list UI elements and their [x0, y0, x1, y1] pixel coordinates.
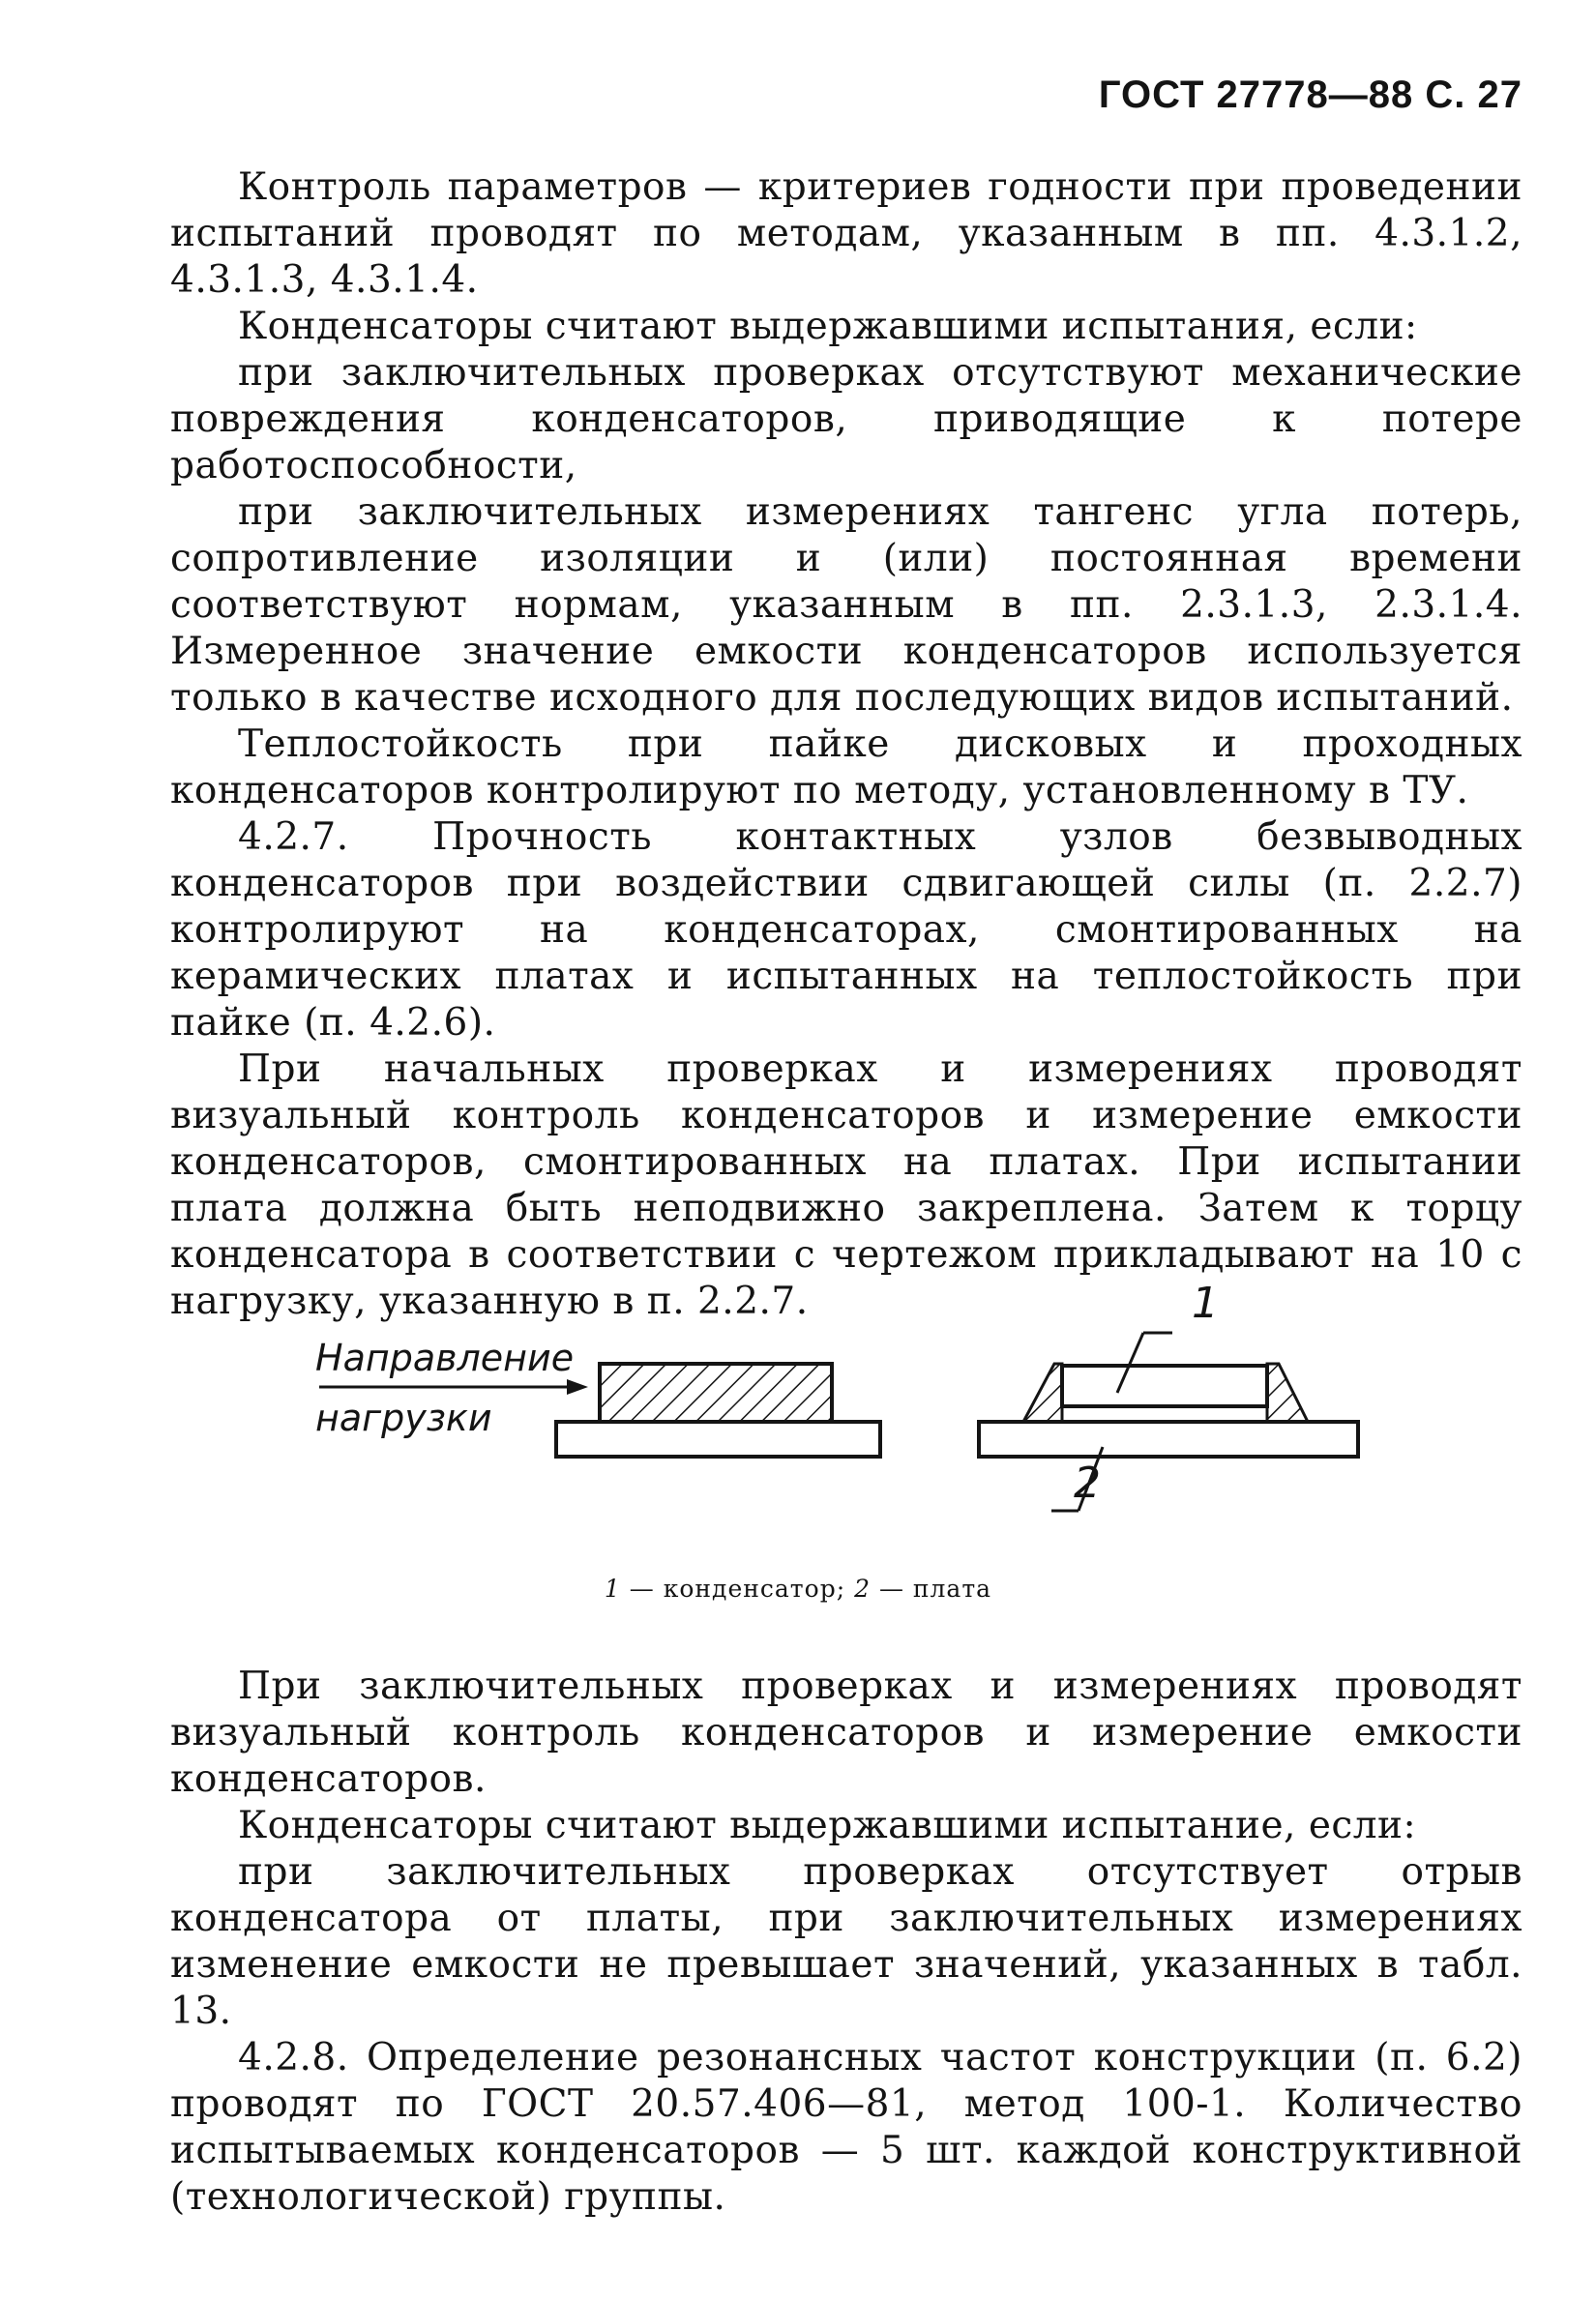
board-right [979, 1422, 1358, 1457]
caption-text-2: — плата [878, 1575, 992, 1603]
caption-number-2: 2 [854, 1575, 871, 1603]
text-block-bottom [170, 1664, 1522, 2221]
paragraph: 4.2.7. Прочность контактных узлов безвыводных конденсаторов при воздействии сдвигающей силы (п. 2.2.7) контролируют на конденсаторах, смонтированных на керамических платах и испытанных на теплостойкость при пайке (п. 4.2.6). [170, 815, 1522, 1045]
paragraph: при заключительных проверках отсутствует отрыв конденсатора от платы, при заключительных измерениях изменение емкости не превышает значений, указанных в табл. 13. [170, 1850, 1522, 2033]
capacitor-hatched [600, 1364, 832, 1422]
solder-fillet-right [1267, 1364, 1308, 1422]
paragraph: Конденсаторы считают выдержавшими испытание, если: [238, 1804, 1417, 1847]
paragraph: Теплостойкость при пайке дисковых и проходных конденсаторов контролируют по методу, установленному в ТУ. [170, 722, 1522, 812]
paragraph: При начальных проверках и измерениях проводят визуальный контроль конденсаторов и измерение емкости конденсаторов, смонтированных на платах. При испытании плата должна быть неподвижно закреплена. Затем к торцу конденсатора в соответствии с чертежом прикладывают на 10 с нагрузку, указанную в п. 2.2.7. [170, 1047, 1522, 1323]
load-direction-label-2: нагрузки [315, 1397, 492, 1439]
right-assembly [979, 1333, 1358, 1511]
page-header: ГОСТ 27778—88 С. 27 [1098, 74, 1522, 116]
paragraph: Контроль параметров — критериев годности при проведении испытаний проводят по методам, указанным в пп. 4.3.1.2, 4.3.1.3, 4.3.1.4. [170, 165, 1522, 302]
load-arrow-head [567, 1379, 588, 1395]
callout-label-1: 1 [1192, 1279, 1219, 1328]
board-left [556, 1422, 880, 1457]
caption-text-1: — конденсатор; [629, 1575, 846, 1603]
paragraph: при заключительных проверках отсутствуют механические повреждения конденсаторов, приводящие к потере работоспособности, [170, 351, 1522, 487]
paragraph: Конденсаторы считают выдержавшими испытания, если: [238, 305, 1418, 348]
figure-caption [0, 1575, 1596, 1603]
paragraph: При заключительных проверках и измерениях проводят визуальный контроль конденсаторов и измерение емкости конденсаторов. [170, 1665, 1522, 1801]
solder-fillet-left [1023, 1364, 1062, 1422]
load-test-figure [290, 1257, 1403, 1548]
capacitor-body [1062, 1366, 1267, 1406]
paragraph: при заключительных измерениях тангенс угла потерь, сопротивление изоляции и (или) постоянная времени соответствуют нормам, указанным в пп. 2.3.1.3, 2.3.1.4. Измеренное значение емкости конденсаторов используется только в качестве исходного для последующих видов испытаний. [170, 490, 1522, 720]
callout-label-2: 2 [1074, 1459, 1101, 1508]
caption-number-1: 1 [604, 1575, 621, 1603]
text-block-top [170, 164, 1522, 1325]
paragraph: 4.2.8. Определение резонансных частот конструкции (п. 6.2) проводят по ГОСТ 20.57.406—81, метод 100-1. Количество испытываемых конденсаторов — 5 шт. каждой конструктивной (технологической) группы. [170, 2036, 1522, 2219]
load-direction-label: Направление [315, 1337, 575, 1379]
